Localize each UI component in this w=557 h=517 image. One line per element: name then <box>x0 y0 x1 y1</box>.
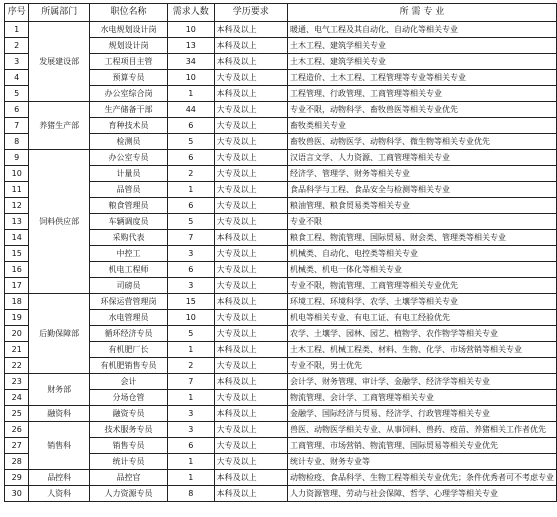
header-count: 需求人数 <box>167 4 214 22</box>
row-number: 13 <box>5 214 29 230</box>
major-cell: 专业不限，动物科学、畜牧兽医等相关专业优先 <box>287 102 556 118</box>
department-cell: 品控科 <box>29 470 90 486</box>
table-row <box>5 294 557 310</box>
position-cell: 机电工程师 <box>89 262 167 278</box>
row-number: 19 <box>5 310 29 326</box>
header-no: 序号 <box>5 4 29 22</box>
row-number: 17 <box>5 278 29 294</box>
education-cell: 大专及以上 <box>214 102 287 118</box>
row-number: 3 <box>5 54 29 70</box>
major-cell: 经济学、管理学、财务等相关专业 <box>287 166 556 182</box>
count-cell: 3 <box>167 278 214 294</box>
major-cell: 汉语言文学、人力资源、工商管理等相关专业 <box>287 150 556 166</box>
major-cell: 土木工程、建筑学相关专业 <box>287 38 556 54</box>
major-cell: 工程造价、土木工程、工程管理等专业等相关专业 <box>287 70 556 86</box>
table-row <box>5 102 557 118</box>
position-cell: 有机肥厂长 <box>89 342 167 358</box>
education-cell: 大专及以上 <box>214 118 287 134</box>
table-row <box>5 374 557 390</box>
count-cell: 7 <box>167 374 214 390</box>
count-cell: 44 <box>167 102 214 118</box>
education-cell: 大专及以上 <box>214 438 287 454</box>
count-cell: 1 <box>167 454 214 470</box>
education-cell: 大专及以上 <box>214 246 287 262</box>
position-cell: 循环经济专员 <box>89 326 167 342</box>
education-cell: 本科及以上 <box>214 230 287 246</box>
row-number: 20 <box>5 326 29 342</box>
education-cell: 大专及以上 <box>214 150 287 166</box>
major-cell: 环境工程、环境科学、农学、土壤学等相关专业 <box>287 294 556 310</box>
count-cell: 13 <box>167 38 214 54</box>
row-number: 6 <box>5 102 29 118</box>
education-cell: 大专及以上 <box>214 422 287 438</box>
count-cell: 6 <box>167 150 214 166</box>
position-cell: 粮食管理员 <box>89 198 167 214</box>
position-cell: 环保运营管理岗 <box>89 294 167 310</box>
major-cell: 会计学、财务管理、审计学、金融学、经济学等相关专业 <box>287 374 556 390</box>
row-number: 29 <box>5 470 29 486</box>
education-cell: 本科及以上 <box>214 86 287 102</box>
major-cell: 专业不限 <box>287 214 556 230</box>
table-body <box>5 22 557 502</box>
major-cell: 专业不限，男士优先 <box>287 358 556 374</box>
row-number: 24 <box>5 390 29 406</box>
row-number: 18 <box>5 294 29 310</box>
count-cell: 10 <box>167 310 214 326</box>
count-cell: 5 <box>167 214 214 230</box>
education-cell: 大专及以上 <box>214 390 287 406</box>
table-row <box>5 486 557 502</box>
education-cell: 大专及以上 <box>214 358 287 374</box>
major-cell: 人力资源管理、劳动与社会保障、哲学、心理学等相关专业 <box>287 486 556 502</box>
header-position: 职位名称 <box>89 4 167 22</box>
position-cell: 分场仓管 <box>89 390 167 406</box>
major-cell: 金融学、国际经济与贸易、经济学、行政管理等相关专业 <box>287 406 556 422</box>
count-cell: 7 <box>167 230 214 246</box>
count-cell: 1 <box>167 182 214 198</box>
row-number: 11 <box>5 182 29 198</box>
count-cell: 6 <box>167 118 214 134</box>
row-number: 8 <box>5 134 29 150</box>
position-cell: 工程项目主管 <box>89 54 167 70</box>
table-row <box>5 406 557 422</box>
count-cell: 5 <box>167 134 214 150</box>
major-cell: 机械类、机电一体化等相关专业 <box>287 262 556 278</box>
row-number: 2 <box>5 38 29 54</box>
count-cell: 10 <box>167 70 214 86</box>
education-cell: 本科及以上 <box>214 374 287 390</box>
position-cell: 水电管理员 <box>89 310 167 326</box>
education-cell: 本科及以上 <box>214 406 287 422</box>
education-cell: 大专及以上 <box>214 278 287 294</box>
position-cell: 计量员 <box>89 166 167 182</box>
count-cell: 3 <box>167 422 214 438</box>
position-cell: 检测员 <box>89 134 167 150</box>
count-cell: 1 <box>167 342 214 358</box>
row-number: 21 <box>5 342 29 358</box>
position-cell: 融资专员 <box>89 406 167 422</box>
department-cell: 销售科 <box>29 422 90 470</box>
position-cell: 车辆调度员 <box>89 214 167 230</box>
count-cell: 8 <box>167 486 214 502</box>
major-cell: 动物检疫、食品科学、生物工程等相关专业优先；条件优秀者可不考虑专业 <box>287 470 556 486</box>
position-cell: 规划设计岗 <box>89 38 167 54</box>
count-cell: 3 <box>167 406 214 422</box>
table-row <box>5 150 557 166</box>
education-cell: 大专及以上 <box>214 214 287 230</box>
department-cell: 人资科 <box>29 486 90 502</box>
count-cell: 1 <box>167 470 214 486</box>
count-cell: 2 <box>167 166 214 182</box>
table-row <box>5 422 557 438</box>
education-cell: 大专及以上 <box>214 70 287 86</box>
major-cell: 暖通、电气工程及其自动化、自动化等相关专业 <box>287 22 556 38</box>
position-cell: 会计 <box>89 374 167 390</box>
major-cell: 工商管理、市场营销、物流管理、国际贸易等相关专业优先 <box>287 438 556 454</box>
department-cell: 后勤保障部 <box>29 294 90 374</box>
position-cell: 办公室综合岗 <box>89 86 167 102</box>
row-number: 27 <box>5 438 29 454</box>
education-cell: 大专及以上 <box>214 198 287 214</box>
major-cell: 统计专业、财务专业等 <box>287 454 556 470</box>
count-cell: 34 <box>167 54 214 70</box>
header-department: 所属部门 <box>29 4 90 22</box>
count-cell: 6 <box>167 262 214 278</box>
major-cell: 农学、土壤学、园林、园艺、植物学、农作物学等相关专业 <box>287 326 556 342</box>
education-cell: 本科及以上 <box>214 294 287 310</box>
header-education: 学历要求 <box>214 4 287 22</box>
position-cell: 育种技术员 <box>89 118 167 134</box>
major-cell: 食品科学与工程、食品安全与检测等相关专业 <box>287 182 556 198</box>
position-cell: 预算专员 <box>89 70 167 86</box>
position-cell: 品控官 <box>89 470 167 486</box>
row-number: 14 <box>5 230 29 246</box>
table-row <box>5 470 557 486</box>
education-cell: 大专及以上 <box>214 166 287 182</box>
education-cell: 大专及以上 <box>214 134 287 150</box>
major-cell: 粮油管理、粮食贸易类等相关专业 <box>287 198 556 214</box>
education-cell: 大专及以上 <box>214 182 287 198</box>
recruitment-table <box>4 3 557 502</box>
count-cell: 1 <box>167 390 214 406</box>
position-cell: 统计专员 <box>89 454 167 470</box>
education-cell: 本科及以上 <box>214 470 287 486</box>
count-cell: 5 <box>167 326 214 342</box>
major-cell: 专业不限，物流管理、工商管理等相关专业优先 <box>287 278 556 294</box>
position-cell: 人力资源专员 <box>89 486 167 502</box>
row-number: 1 <box>5 22 29 38</box>
major-cell: 工程管理、行政管理、工商管理等相关专业 <box>287 86 556 102</box>
position-cell: 采购代表 <box>89 230 167 246</box>
row-number: 5 <box>5 86 29 102</box>
position-cell: 中控工 <box>89 246 167 262</box>
education-cell: 本科及以上 <box>214 486 287 502</box>
row-number: 15 <box>5 246 29 262</box>
education-cell: 大专及以上 <box>214 310 287 326</box>
major-cell: 兽医、动物医学相关专业、从事饲料、兽药、疫苗、养猪相关工作者优先 <box>287 422 556 438</box>
row-number: 25 <box>5 406 29 422</box>
major-cell: 土木工程、机械工程类、材料、生物、化学、市场营销等相关专业 <box>287 342 556 358</box>
position-cell: 销售专员 <box>89 438 167 454</box>
row-number: 9 <box>5 150 29 166</box>
education-cell: 大专及以上 <box>214 326 287 342</box>
count-cell: 1 <box>167 86 214 102</box>
position-cell: 品管员 <box>89 182 167 198</box>
department-cell: 养猪生产部 <box>29 102 90 150</box>
row-number: 4 <box>5 70 29 86</box>
row-number: 26 <box>5 422 29 438</box>
row-number: 30 <box>5 486 29 502</box>
row-number: 16 <box>5 262 29 278</box>
department-cell: 融资科 <box>29 406 90 422</box>
department-cell: 财务部 <box>29 374 90 406</box>
position-cell: 技术服务专员 <box>89 422 167 438</box>
row-number: 28 <box>5 454 29 470</box>
count-cell: 6 <box>167 198 214 214</box>
position-cell: 有机肥销售专员 <box>89 358 167 374</box>
row-number: 10 <box>5 166 29 182</box>
education-cell: 本科及以上 <box>214 38 287 54</box>
major-cell: 土木工程、建筑学相关专业 <box>287 54 556 70</box>
count-cell: 15 <box>167 294 214 310</box>
education-cell: 大专及以上 <box>214 454 287 470</box>
major-cell: 机械类、自动化、电控类等相关专业 <box>287 246 556 262</box>
table-row <box>5 22 557 38</box>
position-cell: 水电规划设计岗 <box>89 22 167 38</box>
department-cell: 发展建设部 <box>29 22 90 102</box>
position-cell: 办公室专员 <box>89 150 167 166</box>
count-cell: 10 <box>167 22 214 38</box>
major-cell: 畜牧类相关专业 <box>287 118 556 134</box>
major-cell: 物流管理、会计学、工商管理等相关专业 <box>287 390 556 406</box>
education-cell: 本科及以上 <box>214 54 287 70</box>
position-cell: 生产储备干部 <box>89 102 167 118</box>
row-number: 22 <box>5 358 29 374</box>
header-row <box>5 4 557 22</box>
count-cell: 2 <box>167 358 214 374</box>
education-cell: 本科及以上 <box>214 342 287 358</box>
major-cell: 粮食工程、物流管理、国际贸易、财会类、管理类等相关专业 <box>287 230 556 246</box>
recruitment-table-container <box>4 3 557 502</box>
major-cell: 机电等相关专业、有电工证、有电工经验优先 <box>287 310 556 326</box>
education-cell: 大专及以上 <box>214 262 287 278</box>
header-major: 所 需 专 业 <box>287 4 556 22</box>
major-cell: 畜牧兽医、动物医学、动物科学、微生物等相关专业优先 <box>287 134 556 150</box>
count-cell: 6 <box>167 438 214 454</box>
row-number: 7 <box>5 118 29 134</box>
row-number: 23 <box>5 374 29 390</box>
position-cell: 司磅员 <box>89 278 167 294</box>
department-cell: 饲料供应部 <box>29 150 90 294</box>
education-cell: 本科及以上 <box>214 22 287 38</box>
row-number: 12 <box>5 198 29 214</box>
count-cell: 3 <box>167 246 214 262</box>
